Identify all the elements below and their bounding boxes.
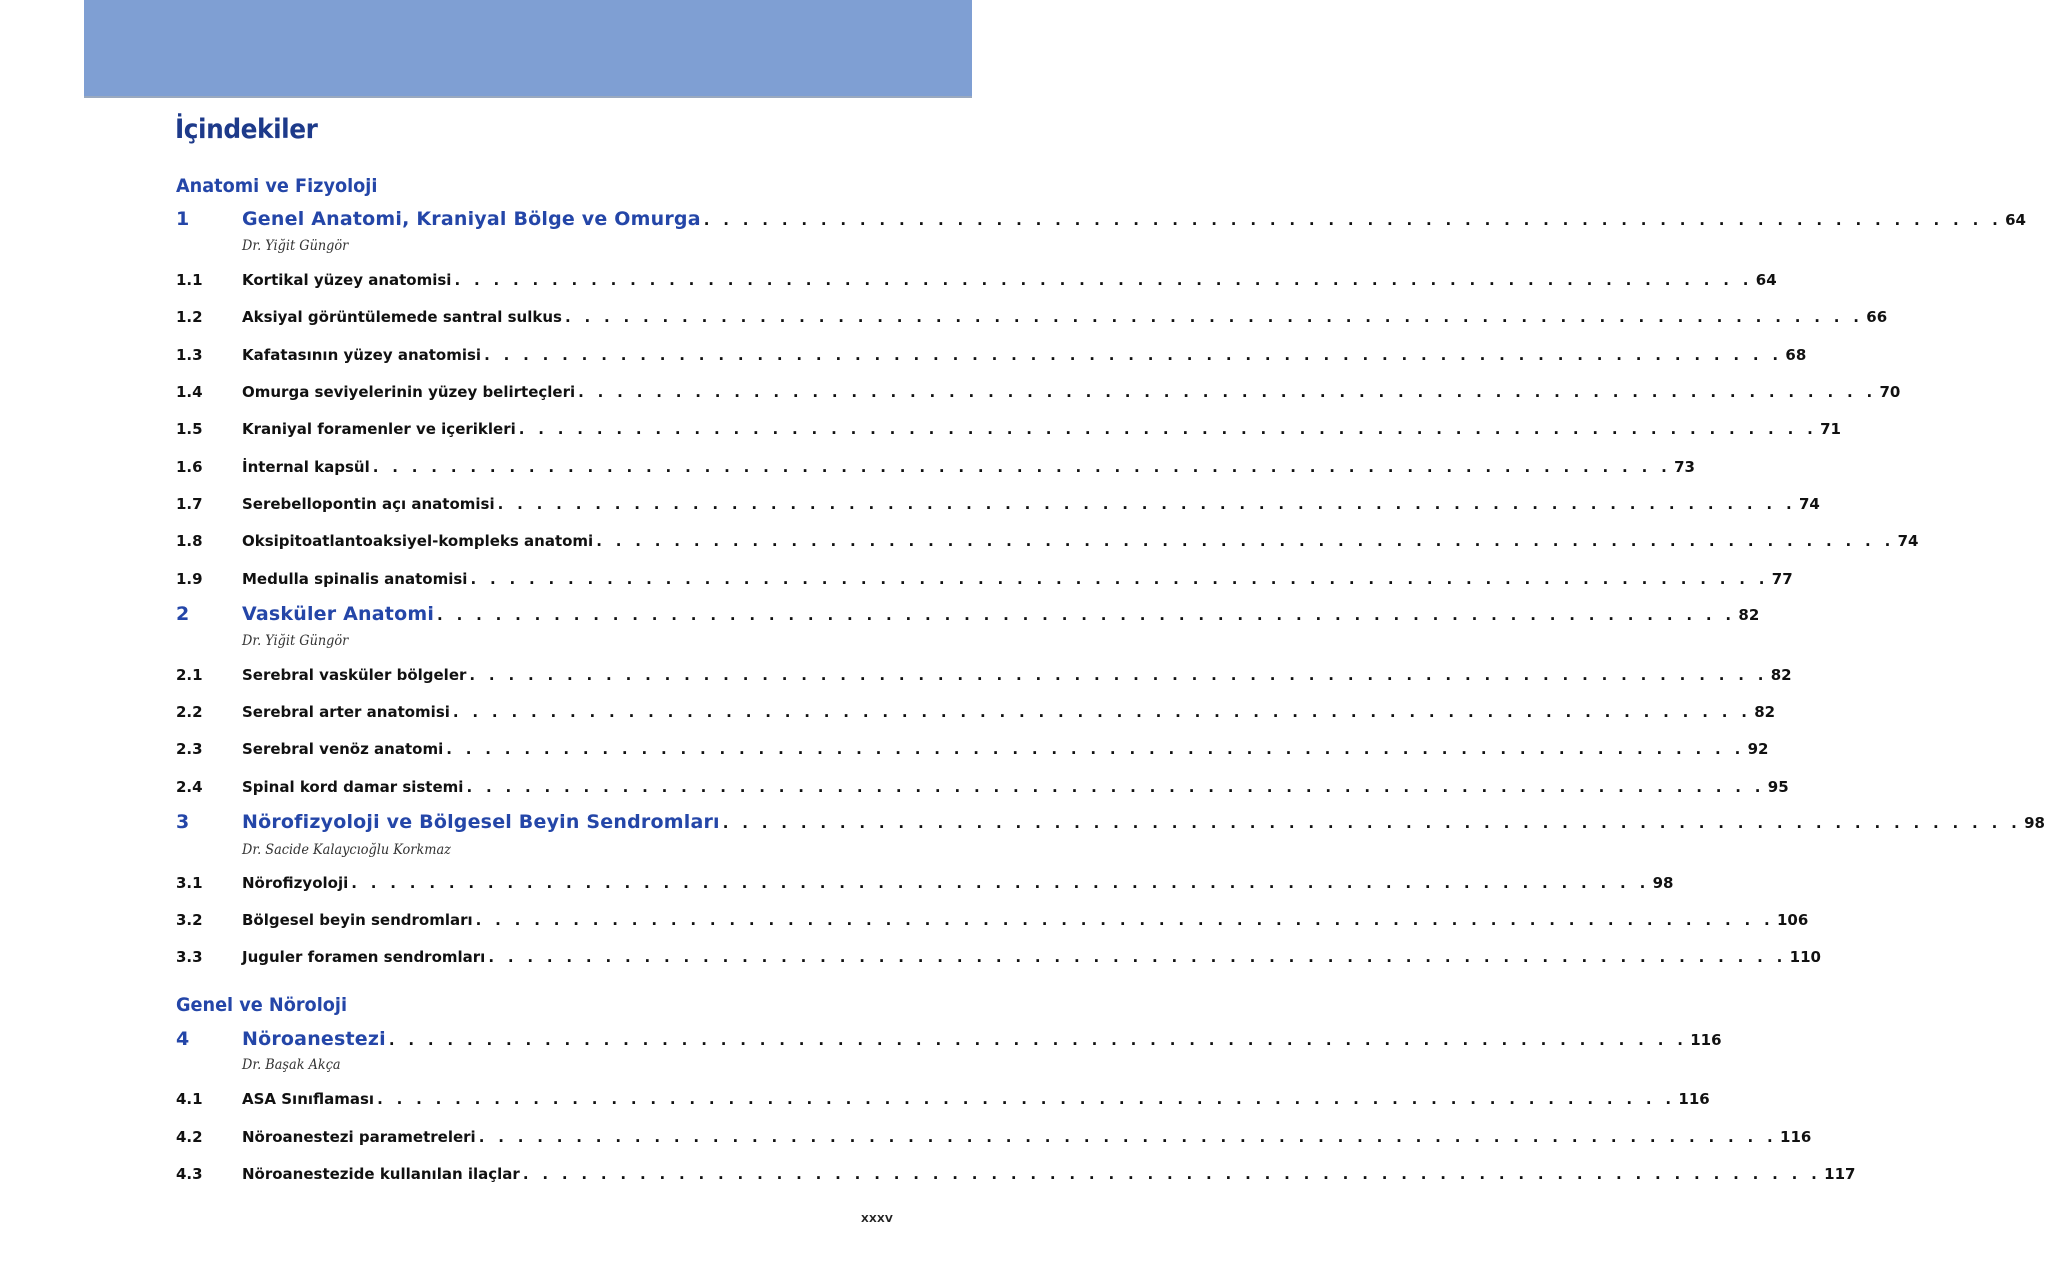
- chapter-author: Dr. Yiğit Güngör: [242, 633, 349, 649]
- section-heading: Genel ve Nöroloji: [176, 994, 348, 1016]
- chapter-number: 2: [176, 603, 190, 625]
- page-number[interactable]: 74: [1897, 532, 1919, 550]
- dot-leader: . . . . . . . . . . . . . . . . . . . . . . . . . . . . . . . . . . . . . . . . . . . . . . . . . . . . . . . . . . . . . . . . . . .: [377, 1090, 1676, 1108]
- page-number[interactable]: 98: [1652, 874, 1674, 892]
- toc-entry[interactable]: [176, 948, 1821, 966]
- entry-title[interactable]: Kraniyal foramenler ve içerikleri: [242, 420, 516, 438]
- entry-number: 1.1: [176, 271, 203, 289]
- page-footer-number: XXXV: [861, 1214, 894, 1225]
- page-number[interactable]: 117: [1824, 1165, 1856, 1183]
- dot-leader: . . . . . . . . . . . . . . . . . . . . . . . . . . . . . . . . . . . . . . . . . . . . . . . . . . . . . . . . . . . . . . . . . . .: [446, 740, 1745, 758]
- entry-title[interactable]: Juguler foramen sendromları: [242, 948, 486, 966]
- toc-entry[interactable]: [176, 383, 1901, 401]
- dot-leader: . . . . . . . . . . . . . . . . . . . . . . . . . . . . . . . . . . . . . . . . . . . . . . . . . . . . . . . . . . . . . . . . . . .: [722, 814, 2022, 832]
- entry-number: 1.4: [176, 383, 203, 401]
- entry-number: 1.3: [176, 346, 203, 364]
- page-number[interactable]: 68: [1785, 346, 1807, 364]
- chapter-author: Dr. Yiğit Güngör: [242, 238, 349, 254]
- page-number[interactable]: 116: [1690, 1031, 1722, 1049]
- entry-number: 3.1: [176, 874, 203, 892]
- entry-number: 4.3: [176, 1165, 203, 1183]
- page-number[interactable]: 66: [1866, 308, 1888, 326]
- toc-entry[interactable]: [176, 874, 1674, 892]
- page-number[interactable]: 82: [1754, 703, 1776, 721]
- toc-chapter[interactable]: [176, 1028, 1722, 1050]
- toc-entry[interactable]: [176, 308, 1888, 326]
- toc-entry[interactable]: [176, 703, 1776, 721]
- entry-number: 4.2: [176, 1128, 203, 1146]
- chapter-title[interactable]: Nöroanestezi: [242, 1028, 386, 1050]
- entry-title[interactable]: Kafatasının yüzey anatomisi: [242, 346, 482, 364]
- entry-title[interactable]: Nöroanestezi parametreleri: [242, 1128, 476, 1146]
- entry-title[interactable]: Serebral venöz anatomi: [242, 740, 444, 758]
- dot-leader: . . . . . . . . . . . . . . . . . . . . . . . . . . . . . . . . . . . . . . . . . . . . . . . . . . . . . . . . . . . . . . . . . . .: [454, 271, 1753, 289]
- dot-leader: . . . . . . . . . . . . . . . . . . . . . . . . . . . . . . . . . . . . . . . . . . . . . . . . . . . . . . . . . . . . . . . . . . .: [475, 911, 1774, 929]
- toc-entry[interactable]: [176, 911, 1809, 929]
- entry-number: 1.6: [176, 458, 203, 476]
- page-number[interactable]: 73: [1674, 458, 1695, 476]
- chapter-title[interactable]: Nörofizyoloji ve Bölgesel Beyin Sendromları: [242, 811, 720, 833]
- page-number[interactable]: 92: [1747, 740, 1769, 758]
- page-title: İçindekiler: [175, 114, 318, 145]
- chapter-number: 3: [176, 811, 190, 833]
- toc-entry[interactable]: [176, 570, 1793, 588]
- entry-number: 1.8: [176, 532, 203, 550]
- dot-leader: . . . . . . . . . . . . . . . . . . . . . . . . . . . . . . . . . . . . . . . . . . . . . . . . . . . . . . . . . . . . . . . . . . .: [466, 778, 1765, 796]
- entry-title[interactable]: Kortikal yüzey anatomisi: [242, 271, 452, 289]
- entry-number: 3.3: [176, 948, 203, 966]
- dot-leader: . . . . . . . . . . . . . . . . . . . . . . . . . . . . . . . . . . . . . . . . . . . . . . . . . . . . . . . . . . . . . . . . . . .: [351, 874, 1650, 892]
- dot-leader: . . . . . . . . . . . . . . . . . . . . . . . . . . . . . . . . . . . . . . . . . . . . . . . . . . . . . . . . . . . . . . . . . . .: [478, 1128, 1778, 1146]
- entry-title[interactable]: Bölgesel beyin sendromları: [242, 911, 473, 929]
- page-number[interactable]: 82: [1770, 666, 1792, 684]
- toc-entry[interactable]: [176, 420, 1841, 438]
- entry-title[interactable]: İnternal kapsül: [242, 458, 370, 476]
- entry-number: 1.2: [176, 308, 203, 326]
- page-number[interactable]: 64: [1755, 271, 1777, 289]
- entry-title[interactable]: Spinal kord damar sistemi: [242, 778, 464, 796]
- entry-number: 2.3: [176, 740, 203, 758]
- dot-leader: . . . . . . . . . . . . . . . . . . . . . . . . . . . . . . . . . . . . . . . . . . . . . . . . . . . . . . . . . . . . . . . . . . .: [518, 420, 1818, 438]
- page-number[interactable]: 70: [1879, 383, 1901, 401]
- entry-title[interactable]: Omurga seviyelerinin yüzey belirteçleri: [242, 383, 576, 401]
- dot-leader: . . . . . . . . . . . . . . . . . . . . . . . . . . . . . . . . . . . . . . . . . . . . . . . . . . . . . . . . . . . . . . . . . . .: [497, 495, 1796, 513]
- page-number[interactable]: 95: [1767, 778, 1789, 796]
- page-number[interactable]: 77: [1771, 570, 1793, 588]
- entry-title[interactable]: Nöroanestezide kullanılan ilaçlar: [242, 1165, 520, 1183]
- chapter-number: 4: [176, 1028, 190, 1050]
- entry-number: 3.2: [176, 911, 203, 929]
- page-number[interactable]: 110: [1789, 948, 1821, 966]
- page-number[interactable]: 74: [1798, 495, 1820, 513]
- entry-title[interactable]: Serebral arter anatomisi: [242, 703, 450, 721]
- dot-leader: . . . . . . . . . . . . . . . . . . . . . . . . . . . . . . . . . . . . . . . . . . . . . . . . . . . . . . . . . . . . . . . . . . .: [564, 308, 1864, 326]
- chapter-title[interactable]: Genel Anatomi, Kraniyal Bölge ve Omurga: [242, 208, 701, 230]
- toc-chapter[interactable]: [176, 208, 2026, 230]
- page-number[interactable]: 106: [1776, 911, 1809, 929]
- dot-leader: . . . . . . . . . . . . . . . . . . . . . . . . . . . . . . . . . . . . . . . . . . . . . . . . . . . . . . . . . . . . . . . . . . .: [372, 458, 1672, 476]
- entry-title[interactable]: Medulla spinalis anatomisi: [242, 570, 468, 588]
- page-number[interactable]: 71: [1820, 420, 1841, 438]
- page-number[interactable]: 82: [1738, 606, 1760, 624]
- entry-number: 2.2: [176, 703, 203, 721]
- entry-title[interactable]: ASA Sınıflaması: [242, 1090, 375, 1108]
- dot-leader: . . . . . . . . . . . . . . . . . . . . . . . . . . . . . . . . . . . . . . . . . . . . . . . . . . . . . . . . . . . . . . . . . . .: [452, 703, 1752, 721]
- section-heading: Anatomi ve Fizyoloji: [176, 175, 378, 197]
- dot-leader: . . . . . . . . . . . . . . . . . . . . . . . . . . . . . . . . . . . . . . . . . . . . . . . . . . . . . . . . . . . . . . . . . . .: [437, 606, 1736, 624]
- chapter-title[interactable]: Vasküler Anatomi: [242, 603, 435, 625]
- dot-leader: . . . . . . . . . . . . . . . . . . . . . . . . . . . . . . . . . . . . . . . . . . . . . . . . . . . . . . . . . . . . . . . . . . .: [388, 1031, 1688, 1049]
- entry-number: 1.5: [176, 420, 203, 438]
- entry-title[interactable]: Serebellopontin açı anatomisi: [242, 495, 495, 513]
- dot-leader: . . . . . . . . . . . . . . . . . . . . . . . . . . . . . . . . . . . . . . . . . . . . . . . . . . . . . . . . . . . . . . . . . . .: [703, 211, 2003, 229]
- entry-title[interactable]: Nörofizyoloji: [242, 874, 349, 892]
- dot-leader: . . . . . . . . . . . . . . . . . . . . . . . . . . . . . . . . . . . . . . . . . . . . . . . . . . . . . . . . . . . . . . . . . . .: [578, 383, 1877, 401]
- entry-number: 1.7: [176, 495, 203, 513]
- chapter-author: Dr. Sacide Kalaycıoğlu Korkmaz: [242, 842, 451, 858]
- toc-entry[interactable]: [176, 346, 1807, 364]
- page-number[interactable]: 98: [2024, 814, 2045, 832]
- page-number[interactable]: 116: [1678, 1090, 1710, 1108]
- chapter-author: Dr. Başak Akça: [242, 1057, 341, 1073]
- entry-number: 1.9: [176, 570, 203, 588]
- toc-chapter[interactable]: [176, 603, 1760, 625]
- dot-leader: . . . . . . . . . . . . . . . . . . . . . . . . . . . . . . . . . . . . . . . . . . . . . . . . . . . . . . . . . . . . . . . . . . .: [488, 948, 1787, 966]
- toc-entry[interactable]: [176, 271, 1777, 289]
- toc-entry[interactable]: [176, 1165, 1856, 1183]
- toc-entry[interactable]: [176, 495, 1820, 513]
- toc-entry[interactable]: [176, 740, 1769, 758]
- toc-entry[interactable]: [176, 1128, 1812, 1146]
- entry-title[interactable]: Serebral vasküler bölgeler: [242, 666, 467, 684]
- page-number[interactable]: 116: [1780, 1128, 1812, 1146]
- entry-number: 4.1: [176, 1090, 203, 1108]
- header-band: [84, 0, 972, 98]
- toc-entry[interactable]: [176, 778, 1789, 796]
- chapter-number: 1: [176, 208, 190, 230]
- dot-leader: . . . . . . . . . . . . . . . . . . . . . . . . . . . . . . . . . . . . . . . . . . . . . . . . . . . . . . . . . . . . . . . . . . .: [469, 666, 1768, 684]
- page-number[interactable]: 64: [2005, 211, 2026, 229]
- toc-entry[interactable]: [176, 532, 1919, 550]
- entry-number: 2.1: [176, 666, 203, 684]
- dot-leader: . . . . . . . . . . . . . . . . . . . . . . . . . . . . . . . . . . . . . . . . . . . . . . . . . . . . . . . . . . . . . . . . . . .: [596, 532, 1895, 550]
- toc-entry[interactable]: [176, 458, 1695, 476]
- dot-leader: . . . . . . . . . . . . . . . . . . . . . . . . . . . . . . . . . . . . . . . . . . . . . . . . . . . . . . . . . . . . . . . . . . .: [470, 570, 1769, 588]
- entry-title[interactable]: Aksiyal görüntülemede santral sulkus: [242, 308, 562, 326]
- entry-title[interactable]: Oksipitoatlantoaksiyel-kompleks anatomi: [242, 532, 594, 550]
- toc-entry[interactable]: [176, 1090, 1710, 1108]
- dot-leader: . . . . . . . . . . . . . . . . . . . . . . . . . . . . . . . . . . . . . . . . . . . . . . . . . . . . . . . . . . . . . . . . . . .: [484, 346, 1783, 364]
- toc-entry[interactable]: [176, 666, 1792, 684]
- dot-leader: . . . . . . . . . . . . . . . . . . . . . . . . . . . . . . . . . . . . . . . . . . . . . . . . . . . . . . . . . . . . . . . . . . .: [522, 1165, 1822, 1183]
- entry-number: 2.4: [176, 778, 203, 796]
- toc-chapter[interactable]: [176, 811, 2045, 833]
